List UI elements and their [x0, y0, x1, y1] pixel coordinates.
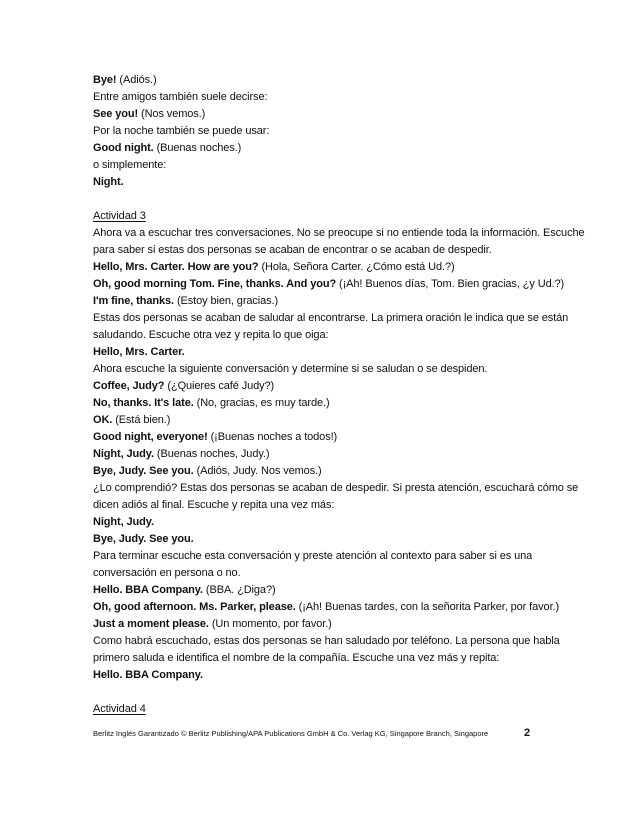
text-line: o simplemente: — [93, 159, 167, 171]
text-line: OK. (Está bien.) — [93, 414, 171, 426]
text-line: dicen adiós al final. Escuche y repita una vez más: — [93, 499, 335, 511]
text-line: Oh, good morning Tom. Fine, thanks. And you? (¡Ah! Buenos días, Tom. Bien gracias, ¿y Ud.?) — [93, 278, 565, 290]
text-line: primero saluda e identifica el nombre de la compañía. Escuche una vez más y repita: — [93, 652, 500, 664]
text-line: Just a moment please. (Un momento, por favor.) — [93, 618, 332, 630]
page-footer-credit: Berlitz Inglés Garantizado © Berlitz Publishing/APA Publications GmbH & Co. Verlag KG, Singapore Branch, Singapore — [93, 729, 489, 738]
text-line: Good night, everyone! (¡Buenas noches a todos!) — [93, 431, 338, 443]
text-line: Hello, Mrs. Carter. How are you? (Hola, Señora Carter. ¿Cómo está Ud.?) — [93, 261, 455, 273]
text-line: Bye! (Adiós.) — [93, 74, 157, 86]
text-line: Por la noche también se puede usar: — [93, 125, 270, 137]
text-line: Coffee, Judy? (¿Quieres café Judy?) — [93, 380, 275, 392]
text-line: Entre amigos también suele decirse: — [93, 91, 268, 103]
text-line: Ahora va a escuchar tres conversaciones. No se preocupe si no entiende toda la información. Escuche — [93, 227, 585, 239]
text-line: conversación en persona o no. — [93, 567, 241, 579]
text-line: para saber si estas dos personas se acaban de encontrar o se acaban de despedir. — [93, 244, 492, 256]
text-line: Como habrá escuchado, estas dos personas se han saludado por teléfono. La persona que habla — [93, 635, 560, 647]
text-line: Night, Judy. — [93, 516, 154, 528]
text-line: saludando. Escuche otra vez y repita lo que oiga: — [93, 329, 329, 341]
text-line: Good night. (Buenas noches.) — [93, 142, 242, 154]
text-line: I'm fine, thanks. (Estoy bien, gracias.) — [93, 295, 279, 307]
text-line: Hello. BBA Company. — [93, 669, 203, 681]
page-number: 2 — [524, 727, 531, 739]
text-line: Bye, Judy. See you. — [93, 533, 194, 545]
section-heading-actividad-4: Actividad 4 — [93, 703, 146, 715]
text-line: Oh, good afternoon. Ms. Parker, please. (¡Ah! Buenas tardes, con la señorita Parker, por favor.) — [93, 601, 560, 613]
section-heading-actividad-3: Actividad 3 — [93, 210, 146, 222]
text-line: ¿Lo comprendió? Estas dos personas se acaban de despedir. Si presta atención, escuchará cómo se — [93, 482, 579, 494]
text-line: Bye, Judy. See you. (Adiós, Judy. Nos vemos.) — [93, 465, 322, 477]
text-line: Night, Judy. (Buenas noches, Judy.) — [93, 448, 270, 460]
text-line: Estas dos personas se acaban de saludar al encontrarse. La primera oración le indica que se están — [93, 312, 569, 324]
text-line: No, thanks. It's late. (No, gracias, es muy tarde.) — [93, 397, 330, 409]
text-line: Hello. BBA Company. (BBA. ¿Diga?) — [93, 584, 276, 596]
text-line: Hello, Mrs. Carter. — [93, 346, 185, 358]
text-line: Night. — [93, 176, 124, 188]
text-line: Ahora escuche la siguiente conversación y determine si se saludan o se despiden. — [93, 363, 488, 375]
text-line: Para terminar escuche esta conversación y preste atención al contexto para saber si es una — [93, 550, 533, 562]
text-line: See you! (Nos vemos.) — [93, 108, 206, 120]
